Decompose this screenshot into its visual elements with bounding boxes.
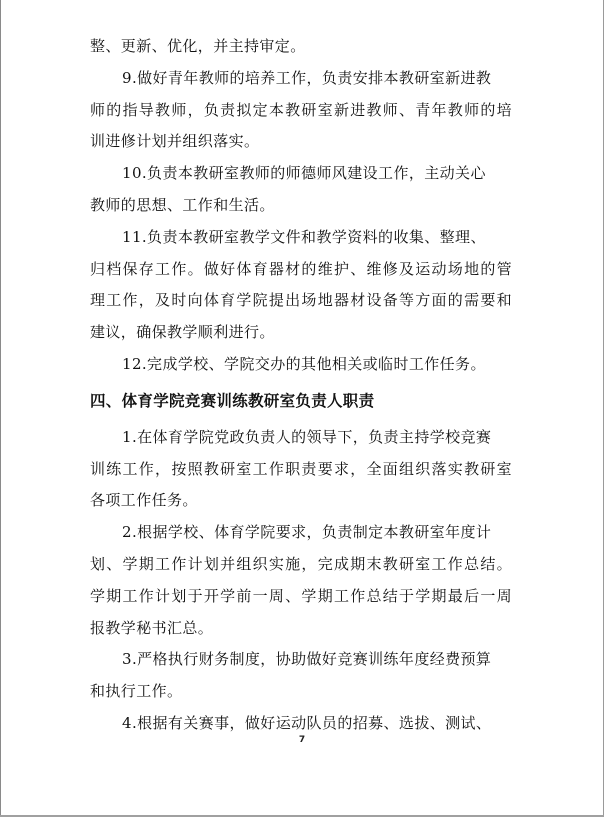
paragraph-line: 报教学秘书汇总。 <box>90 618 214 637</box>
section-heading: 四、体育学院竞赛训练教研室负责人职责 <box>90 391 375 410</box>
paragraph-line: 2.根据学校、体育学院要求，负责制定本教研室年度计 <box>122 523 492 542</box>
paragraph-line: 12.完成学校、学院交办的其他相关或临时工作任务。 <box>122 354 486 373</box>
paragraph-line: 训练工作，按照教研室工作职责要求，全面组织落实教研室 <box>90 459 512 478</box>
paragraph-line: 11.负责本教研室教学文件和教学资料的收集、整理、 <box>122 227 486 246</box>
paragraph-line: 建议，确保教学顺利进行。 <box>90 323 275 342</box>
document-body <box>90 31 512 740</box>
paragraph-line: 各项工作任务。 <box>90 491 198 510</box>
paragraph-line: 9.做好青年教师的培养工作，负责安排本教研室新进教 <box>122 68 492 87</box>
paragraph-line: 10.负责本教研室教师的师德师风建设工作，主动关心 <box>122 164 486 183</box>
paragraph-line: 教师的思想、工作和生活。 <box>90 195 275 214</box>
paragraph-line: 划、学期工作计划并组织实施，完成期末教研室工作总结。 <box>90 554 512 573</box>
paragraph-line: 学期工作计划于开学前一周、学期工作总结于学期最后一周 <box>90 586 512 605</box>
paragraph-line: 3.严格执行财务制度，协助做好竞赛训练年度经费预算 <box>122 650 492 669</box>
page-edge-left <box>0 0 1 817</box>
paragraph-line: 归档保存工作。做好体育器材的维护、维修及运动场地的管 <box>90 259 512 278</box>
paragraph-line: 1.在体育学院党政负责人的领导下，负责主持学校竞赛 <box>122 427 492 446</box>
paragraph-line: 训进修计划并组织落实。 <box>90 132 260 151</box>
page-number: 7 <box>298 735 306 745</box>
paragraph-line: 整、更新、优化，并主持审定。 <box>90 37 306 55</box>
paragraph-line: 师的指导教师，负责拟定本教研室新进教师、青年教师的培 <box>90 100 512 119</box>
paragraph-line: 理工作，及时向体育学院提出场地器材设备等方面的需要和 <box>90 291 512 310</box>
paragraph-line: 和执行工作。 <box>90 682 183 701</box>
paragraph-line: 4.根据有关赛事，做好运动队员的招募、选拔、测试、 <box>122 713 492 732</box>
